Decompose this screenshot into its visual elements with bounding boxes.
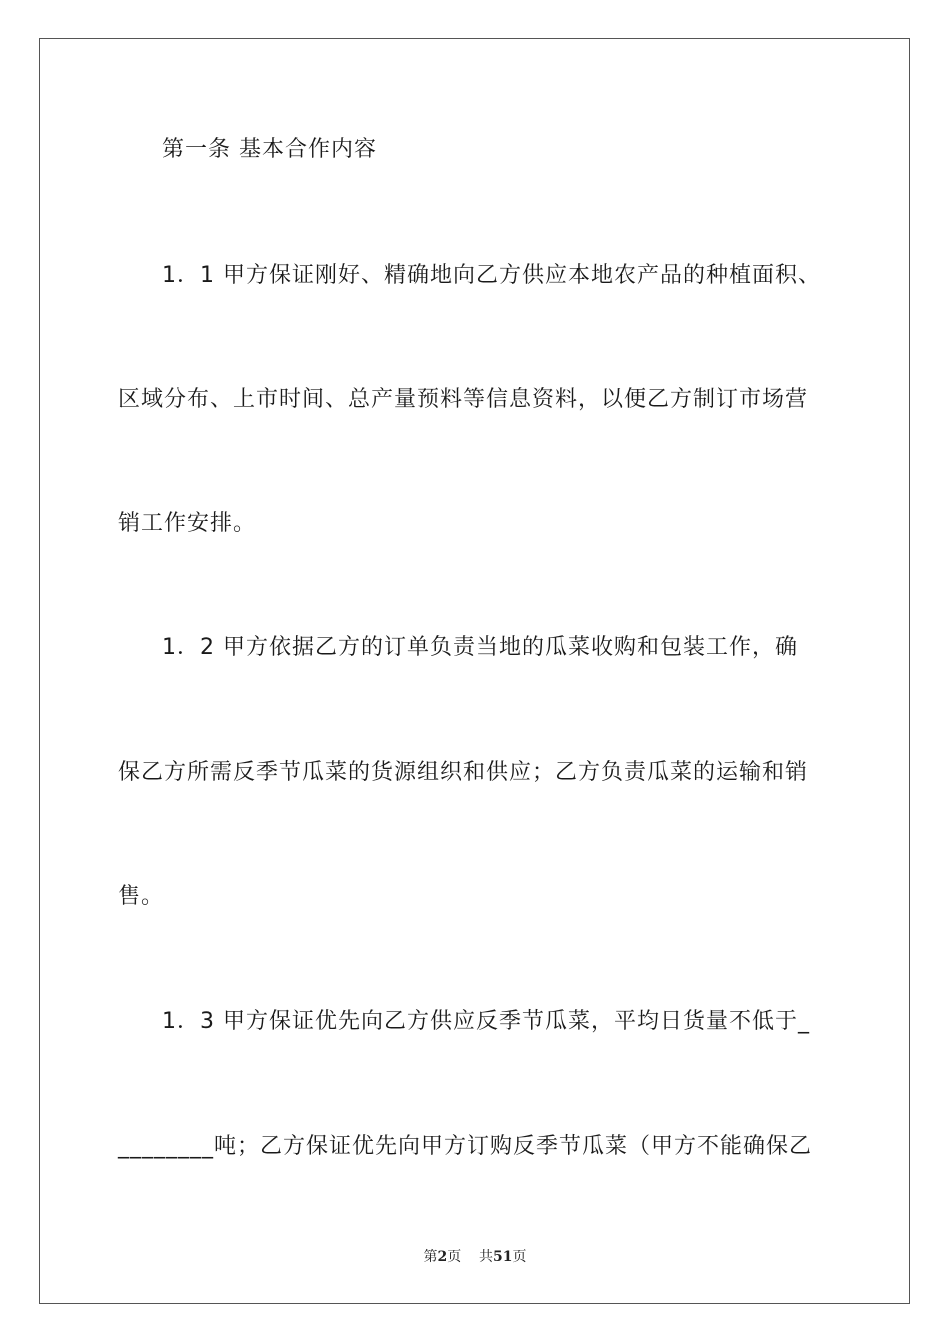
footer-page-prefix: 第 — [423, 1249, 438, 1265]
paragraph-line: ________吨；乙方保证优先向甲方订购反季节瓜菜（甲方不能确保乙 — [118, 1134, 813, 1159]
paragraph-line: 1．3 甲方保证优先向乙方供应反季节瓜菜，平均日货量不低于_ — [162, 1009, 810, 1034]
footer-total-pages: 51 — [493, 1249, 513, 1265]
paragraph-line: 区域分布、上市时间、总产量预料等信息资料，以便乙方制订市场营 — [118, 387, 809, 412]
page-footer — [0, 1248, 950, 1266]
page-border — [39, 38, 910, 1304]
section-heading: 第一条 基本合作内容 — [162, 137, 377, 162]
paragraph-line: 销工作安排。 — [118, 511, 257, 536]
paragraph-line: 保乙方所需反季节瓜菜的货源组织和供应；乙方负责瓜菜的运输和销 — [118, 760, 809, 785]
footer-total-suffix: 页 — [512, 1249, 527, 1265]
footer-total-prefix: 共 — [479, 1249, 494, 1265]
paragraph-line: 售。 — [118, 884, 165, 909]
paragraph-line: 1．1 甲方保证刚好、精确地向乙方供应本地农产品的种植面积、 — [162, 263, 821, 288]
footer-page-suffix: 页 — [447, 1249, 462, 1265]
footer-page-number: 2 — [437, 1249, 448, 1265]
paragraph-line: 1．2 甲方依据乙方的订单负责当地的瓜菜收购和包装工作，确 — [162, 635, 798, 660]
